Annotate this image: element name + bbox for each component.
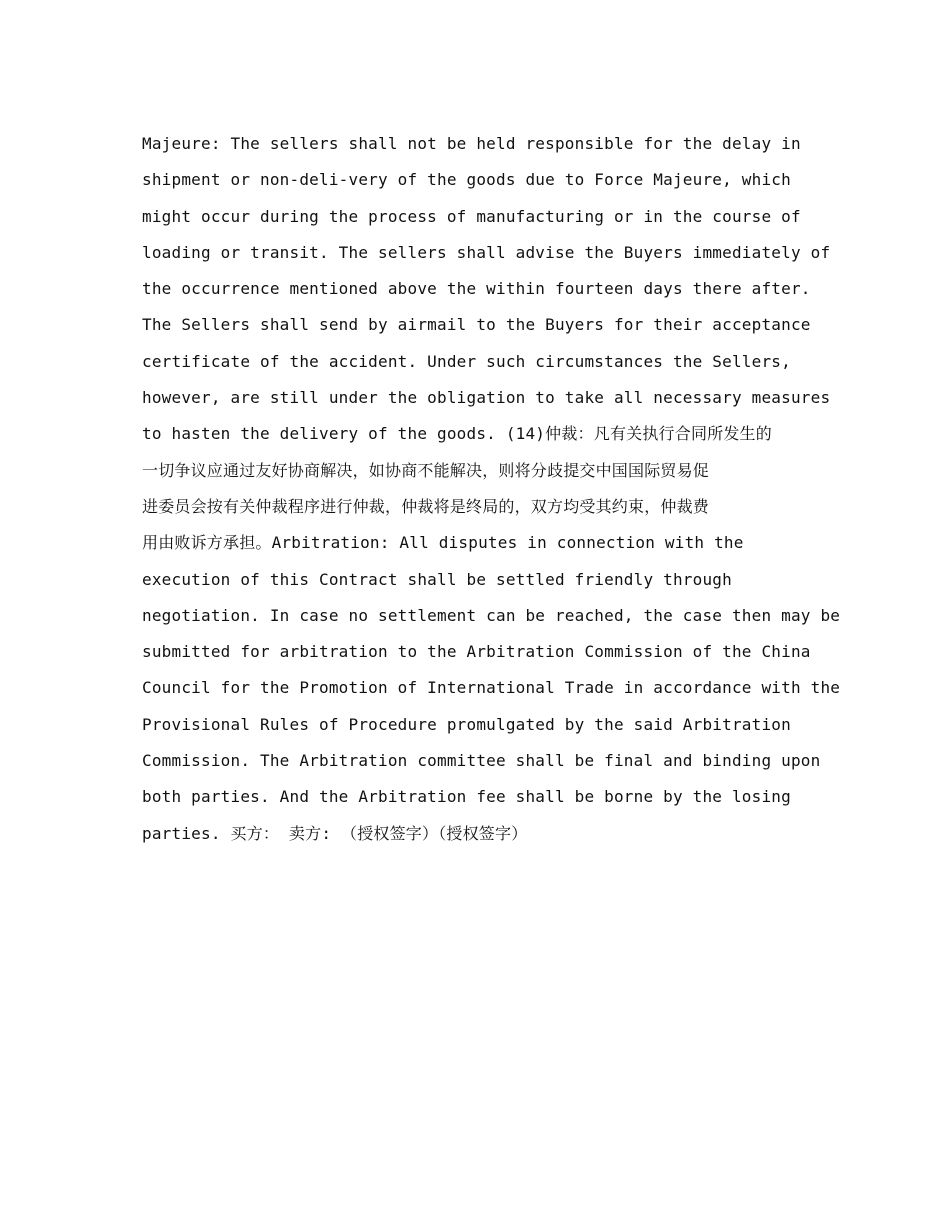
text-line: parties. 买方： 卖方: （授权签字）（授权签字） xyxy=(142,823,528,843)
text-line: negotiation. In case no settlement can be reached, the case then may be xyxy=(142,605,841,625)
text-line: to hasten the delivery of the goods. (14)仲裁：凡有关执行合同所发生的 xyxy=(142,424,772,444)
text-line: loading or transit. The sellers shall advise the Buyers immediately of xyxy=(142,242,831,262)
text-line: 进委员会按有关仲裁程序进行仲裁，仲裁将是终局的，双方均受其约束，仲裁费 xyxy=(142,496,710,516)
text-line: 用由败诉方承担。Arbitration: All disputes in connection with the xyxy=(142,533,744,553)
text-line: the occurrence mentioned above the within fourteen days there after. xyxy=(142,279,811,299)
text-line: certificate of the accident. Under such circumstances the Sellers, xyxy=(142,351,791,371)
text-line: Provisional Rules of Procedure promulgated by the said Arbitration xyxy=(142,714,791,734)
text-line: however, are still under the obligation to take all necessary measures xyxy=(142,388,831,408)
text-line: 一切争议应通过友好协商解决，如协商不能解决，则将分歧提交中国国际贸易促 xyxy=(142,460,710,480)
text-line: Majeure: The sellers shall not be held responsible for the delay in xyxy=(142,134,801,153)
text-line: The Sellers shall send by airmail to the Buyers for their acceptance xyxy=(142,315,811,335)
text-line: both parties. And the Arbitration fee shall be borne by the losing xyxy=(142,787,791,807)
text-line: execution of this Contract shall be settled friendly through xyxy=(142,569,732,589)
text-line: shipment or non-deli-very of the goods due to Force Majeure, which xyxy=(142,170,791,190)
text-line: submitted for arbitration to the Arbitration Commission of the China xyxy=(142,642,811,662)
text-line: Council for the Promotion of International Trade in accordance with the xyxy=(142,678,841,698)
text-line: might occur during the process of manufacturing or in the course of xyxy=(142,206,801,226)
contract-body-text xyxy=(142,126,841,852)
text-line: Commission. The Arbitration committee shall be final and binding upon xyxy=(142,751,821,771)
